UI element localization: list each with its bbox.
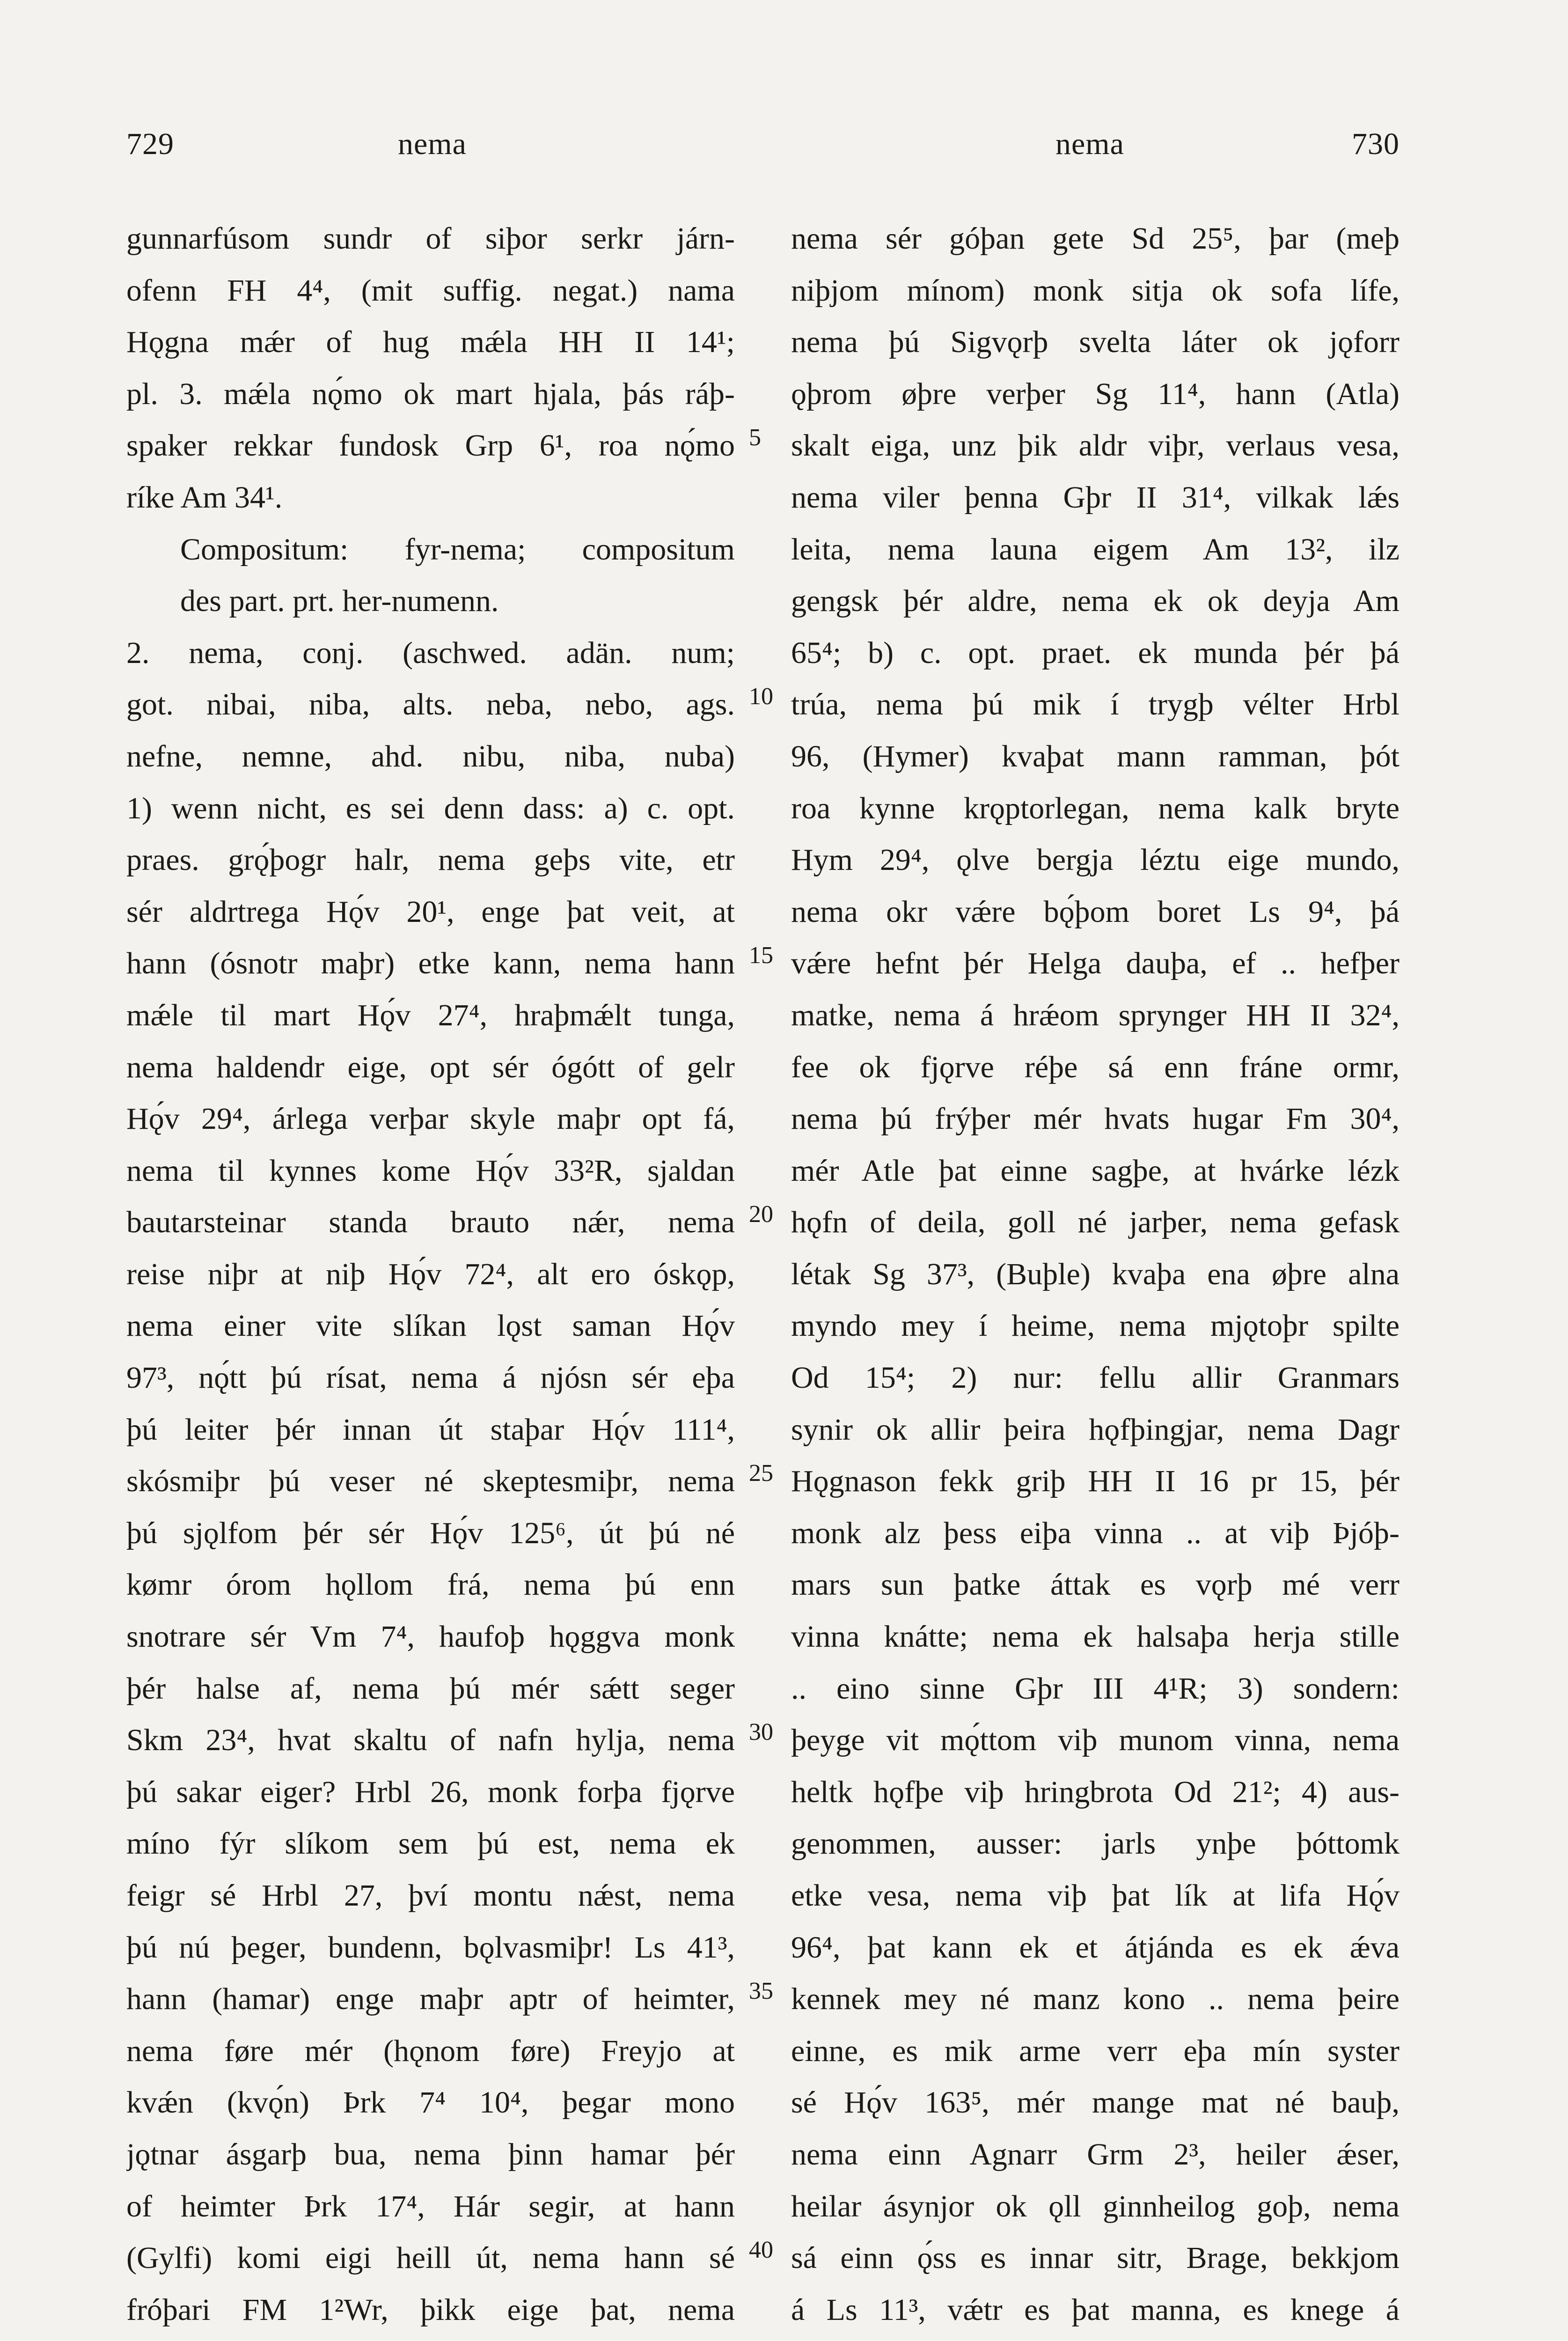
text-line: roa kynne krǫptorlegan, nema kalk bryte [791, 791, 1399, 825]
text-line: skalt eiga, unz þik aldr viþr, verlaus vesa, [791, 428, 1399, 463]
text-line: gengsk þér aldre, nema ek ok deyja Am [791, 584, 1399, 618]
text-line [126, 2336, 735, 2341]
text-line: etke vesa, nema viþ þat lík at lifa Hǫ́v [791, 1878, 1399, 1913]
text-line: ríke Am 34¹. [126, 480, 283, 515]
text-line: 65⁴; b) c. opt. praet. ek munda þér þá [791, 635, 1399, 670]
text-line: myndo mey í heime, nema mjǫtoþr spilte [791, 1309, 1399, 1343]
text-line: 97³, nǫ́tt þú rísat, nema á njósn sér eþa [126, 1361, 735, 1395]
text-line: des part. prt. her-numenn. [180, 584, 499, 618]
text-line: nema einn Agnarr Grm 2³, heiler ǽser, [791, 2137, 1399, 2172]
text-line: snotrare sér Vm 7⁴, haufoþ hǫggva monk [126, 1620, 735, 1654]
text-line: sér aldrtrega Hǫ́v 20¹, enge þat veit, at [126, 894, 735, 929]
text-line: nema okr vǽre bǫ́þom boret Ls 9⁴, þá [791, 894, 1399, 929]
text-line: 96⁴, þat kann ek et átjánda es ek ǽva [791, 1930, 1399, 1965]
text-line: mér Atle þat einne sagþe, at hvárke lézk [791, 1153, 1399, 1188]
text-line: trúa, nema þú mik í trygþ vélter Hrbl [791, 687, 1399, 722]
page-number-right: 730 [1352, 127, 1399, 161]
text-line: monk alz þess eiþa vinna .. at viþ Þjóþ- [791, 1516, 1399, 1550]
text-line: .. eino sinne Gþr III 4¹R; 3) sondern: [791, 1671, 1399, 1706]
right-column [791, 213, 1399, 2341]
text-line: hǫfn of deila, goll né jarþer, nema gefask [791, 1205, 1399, 1240]
text-line: þér halse af, nema þú mér sǽtt seger [126, 1671, 735, 1706]
text-line: spaker rekkar fundosk Grp 6¹, roa nǫ́mo [126, 428, 735, 463]
text-line: 96, (Hymer) kvaþat mann ramman, þót [791, 739, 1399, 773]
text-line: got. nibai, niba, alts. neba, nebo, ags. [126, 687, 735, 722]
text-line: 1) wenn nicht, es sei denn dass: a) c. opt. [126, 791, 735, 825]
text-line: leita, nema launa eigem Am 13², ilz [791, 532, 1399, 567]
text-line: niþjom mínom) monk sitja ok sofa lífe, [791, 273, 1399, 308]
running-head-left: nema [398, 127, 467, 161]
text-line: nema þú frýþer mér hvats hugar Fm 30⁴, [791, 1102, 1399, 1136]
text-line: matke, nema á hrǽom sprynger HH II 32⁴, [791, 998, 1399, 1032]
text-line [791, 2336, 1399, 2341]
page-number-left: 729 [126, 127, 174, 161]
line-number: 20 [749, 1201, 773, 1228]
text-line: synir ok allir þeira hǫfþingjar, nema Dagr [791, 1412, 1399, 1447]
text-line: Od 15⁴; 2) nur: fellu allir Granmars [791, 1361, 1399, 1395]
text-line: feigr sé Hrbl 27, því montu nǽst, nema [126, 1878, 735, 1913]
text-line: ǫþrom øþre verþer Sg 11⁴, hann (Atla) [791, 376, 1399, 411]
text-line: þú nú þeger, bundenn, bǫlvasmiþr! Ls 41³, [126, 1930, 735, 1965]
text-line: hann (hamar) enge maþr aptr of heimter, [126, 1982, 735, 2017]
text-line: nema sér góþan gete Sd 25⁵, þar (meþ [791, 221, 1399, 256]
text-line: fee ok fjǫrve réþe sá enn fráne ormr, [791, 1050, 1399, 1084]
left-column [126, 213, 735, 2341]
text-line: þú sakar eiger? Hrbl 26, monk forþa fjǫrve [126, 1774, 735, 1809]
line-number: 5 [749, 424, 761, 451]
text-line: nema haldendr eige, opt sér ógótt of gelr [126, 1050, 735, 1084]
text-line: kennek mey né manz kono .. nema þeire [791, 1982, 1399, 2017]
text-line: nema þú Sigvǫrþ svelta láter ok jǫforr [791, 325, 1399, 360]
text-line: létak Sg 37³, (Buþle) kvaþa ena øþre alna [791, 1257, 1399, 1291]
text-line: mǽle til mart Hǫ́v 27⁴, hraþmǽlt tunga, [126, 998, 735, 1032]
text-line: míno fýr slíkom sem þú est, nema ek [126, 1826, 735, 1861]
text-line: nema til kynnes kome Hǫ́v 33²R, sjaldan [126, 1153, 735, 1188]
text-line: nefne, nemne, ahd. nibu, niba, nuba) [126, 739, 735, 773]
text-line: ofenn FH 4⁴, (mit suffig. negat.) nama [126, 273, 735, 308]
text-line: Hǫgnason fekk griþ HH II 16 pr 15, þér [791, 1464, 1399, 1499]
text-line: mars sun þatke áttak es vǫrþ mé verr [791, 1568, 1399, 1602]
text-line: bautarsteinar standa brauto nǽr, nema [126, 1205, 735, 1240]
text-line: á Ls 11³, vǽtr es þat manna, es knege á [791, 2292, 1399, 2327]
text-line: sé Hǫ́v 163⁵, mér mange mat né bauþ, [791, 2085, 1399, 2120]
text-line: þú sjǫlfom þér sér Hǫ́v 125⁶, út þú né [126, 1516, 735, 1550]
line-number: 25 [749, 1460, 773, 1487]
text-line: (Gylfi) komi eigi heill út, nema hann sé [126, 2241, 735, 2275]
text-line: Hym 29⁴, ǫlve bergja léztu eige mundo, [791, 843, 1399, 877]
text-line: Hǫ́v 29⁴, árlega verþar skyle maþr opt fá, [126, 1102, 735, 1136]
text-line: reise niþr at niþ Hǫ́v 72⁴, alt ero óskǫp, [126, 1257, 735, 1291]
text-line: þú leiter þér innan út staþar Hǫ́v 111⁴, [126, 1412, 735, 1447]
text-line: jǫtnar ásgarþ bua, nema þinn hamar þér [126, 2137, 735, 2172]
text-line: Skm 23⁴, hvat skaltu of nafn hylja, nema [126, 1723, 735, 1758]
text-line: heltk hǫfþe viþ hringbrota Od 21²; 4) aus- [791, 1774, 1399, 1809]
text-line: fróþari FM 1²Wr, þikk eige þat, nema [126, 2292, 735, 2327]
line-number: 35 [749, 1978, 773, 2005]
line-number: 15 [749, 942, 773, 969]
text-line: of heimter Þrk 17⁴, Hár segir, at hann [126, 2189, 735, 2223]
text-line: einne, es mik arme verr eþa mín syster [791, 2033, 1399, 2068]
line-number: 30 [749, 1719, 773, 1746]
text-line: nema føre mér (hǫnom føre) Freyjo at [126, 2033, 735, 2068]
text-line: kømr órom hǫllom frá, nema þú enn [126, 1568, 735, 1602]
text-line: nema viler þenna Gþr II 31⁴, vilkak lǽs [791, 480, 1399, 515]
text-line: 2. nema, conj. (aschwed. adän. num; [126, 635, 735, 670]
text-line: þeyge vit mǫ́ttom viþ munom vinna, nema [791, 1723, 1399, 1758]
text-line: kvǽn (kvǫ́n) Þrk 7⁴ 10⁴, þegar mono [126, 2085, 735, 2120]
text-line: vinna knátte; nema ek halsaþa herja stille [791, 1620, 1399, 1654]
text-line: praes. grǫ́þogr halr, nema geþs vite, etr [126, 843, 735, 877]
text-line: Hǫgna mǽr of hug mǽla HH II 14¹; [126, 325, 735, 360]
text-line: gunnarfúsom sundr of siþor serkr járn- [126, 221, 735, 256]
text-line: heilar ásynjor ok ǫll ginnheilog goþ, nema [791, 2189, 1399, 2223]
line-number: 10 [749, 683, 773, 710]
running-head-right: nema [1055, 127, 1124, 161]
text-line: hann (ósnotr maþr) etke kann, nema hann [126, 946, 735, 981]
text-line: sá einn ǫ́ss es innar sitr, Brage, bekkjom [791, 2241, 1399, 2275]
line-number: 40 [749, 2237, 773, 2264]
text-line: pl. 3. mǽla nǫ́mo ok mart hjala, þás ráþ- [126, 376, 735, 411]
text-line: genommen, ausser: jarls ynþe þóttomk [791, 1826, 1399, 1861]
page-header [126, 126, 1399, 178]
text-line: skósmiþr þú veser né skeptesmiþr, nema [126, 1464, 735, 1499]
text-line: nema einer vite slíkan lǫst saman Hǫ́v [126, 1309, 735, 1343]
text-line: vǽre hefnt þér Helga dauþa, ef .. hefþer [791, 946, 1399, 981]
text-line: Compositum: fyr-nema; compositum [180, 532, 735, 567]
